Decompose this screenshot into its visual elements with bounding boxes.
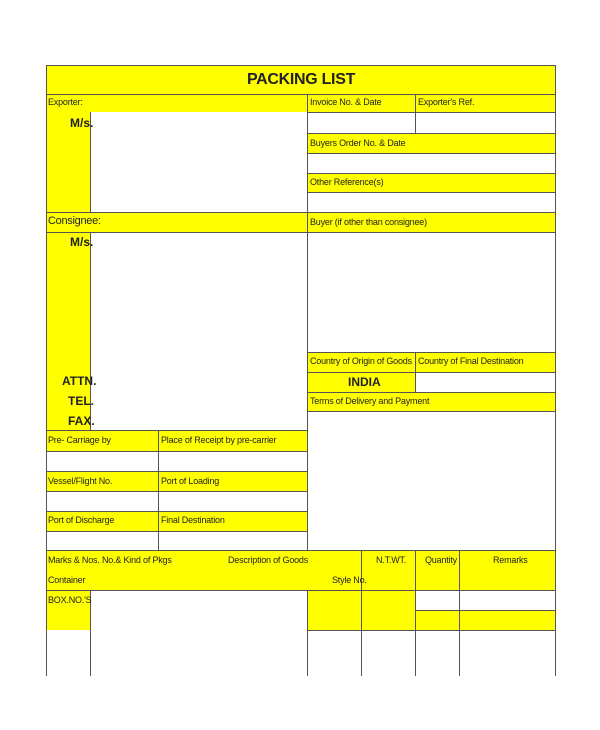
table-header-ntwt: N.T.WT. — [376, 555, 407, 565]
final-destination-label: Final Destination — [161, 515, 225, 525]
buyers-order-label: Buyers Order No. & Date — [310, 138, 406, 148]
consignee-fax: FAX. — [68, 414, 95, 428]
page-title: PACKING LIST — [246, 71, 356, 88]
exporter-label: Exporter: — [48, 97, 83, 107]
other-refs-label: Other Reference(s) — [310, 177, 384, 187]
table-header-container: Container — [48, 575, 86, 585]
table-header-quantity: Quantity — [425, 555, 457, 565]
table-header-remarks: Remarks — [493, 555, 528, 565]
final-dest-country-label: Country of Final Destination — [418, 356, 524, 366]
pre-carriage-label: Pre- Carriage by — [48, 435, 111, 445]
consignee-attn: ATTN. — [62, 374, 97, 388]
consignee-ms: M/s. — [70, 235, 94, 249]
table-header-description: Description of Goods — [228, 555, 309, 565]
table-body-highlight-a — [308, 590, 416, 630]
port-discharge-label: Port of Discharge — [48, 515, 115, 525]
consignee-tel: TEL. — [68, 394, 94, 408]
table-header-style: Style No. — [332, 575, 367, 585]
origin-label: Country of Origin of Goods — [310, 356, 412, 366]
exporter-ms: M/s. — [70, 116, 94, 130]
vessel-label: Vessel/Flight No. — [48, 476, 113, 486]
exporter-label-row — [46, 94, 308, 112]
table-box-no: BOX.NO.'S — [48, 595, 92, 605]
consignee-label: Consignee: — [48, 215, 101, 227]
port-loading-label: Port of Loading — [161, 476, 220, 486]
origin-value: INDIA — [348, 375, 381, 389]
place-receipt-label: Place of Receipt by pre-carrier — [161, 435, 277, 445]
page-title-band — [46, 65, 556, 94]
table-header-marks: Marks & Nos. — [48, 555, 100, 565]
table-header-kind: No.& Kind of Pkgs — [102, 555, 172, 565]
exporters-ref-label: Exporter's Ref. — [418, 97, 475, 107]
table-body-highlight-b — [416, 610, 556, 630]
invoice-label: Invoice No. & Date — [310, 97, 382, 107]
terms-label: Terms of Delivery and Payment — [310, 396, 430, 406]
buyer-other-label: Buyer (if other than consignee) — [310, 217, 427, 227]
